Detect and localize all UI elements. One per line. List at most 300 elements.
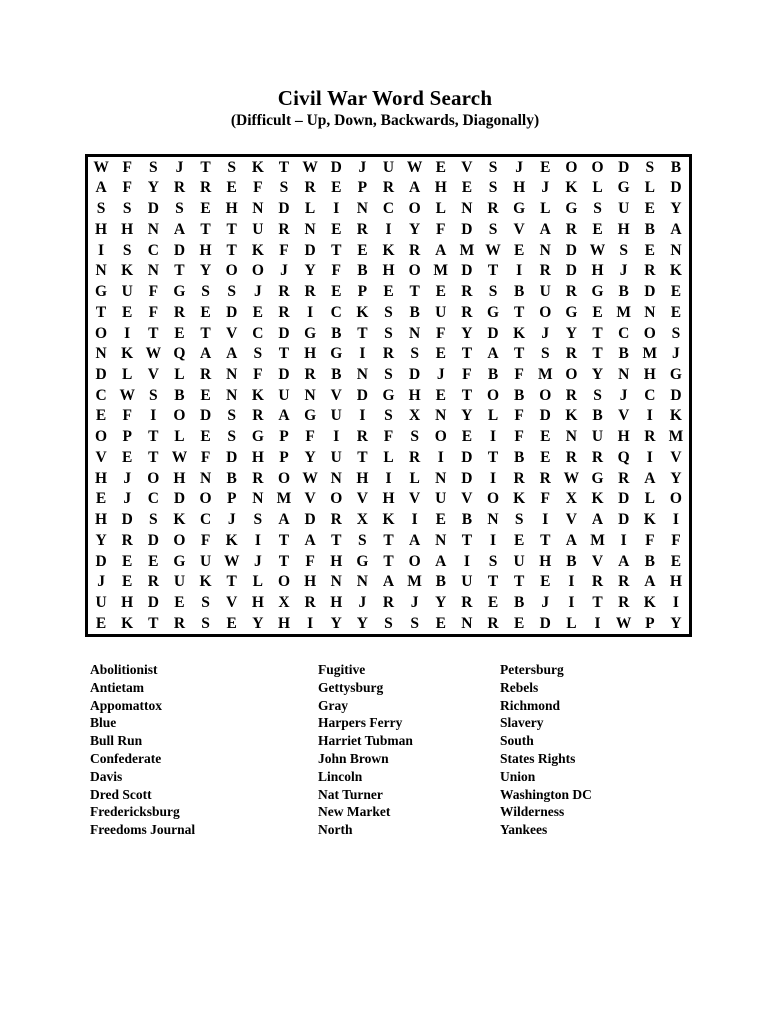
grid-letter: E	[357, 241, 368, 259]
grid-letter: T	[592, 594, 603, 612]
grid-letter: D	[618, 490, 630, 508]
grid-letter: V	[565, 511, 577, 529]
word-list-item: Richmond	[500, 697, 561, 713]
grid-letter: A	[409, 179, 421, 197]
word-list-item: North	[318, 822, 353, 838]
grid-letter: D	[461, 469, 473, 487]
grid-letter: O	[434, 428, 447, 446]
grid-letter: H	[382, 262, 395, 280]
grid-letter: O	[539, 303, 552, 321]
grid-letter: X	[565, 490, 577, 508]
grid-letter: H	[330, 594, 343, 612]
grid-letter: G	[304, 324, 317, 342]
grid-letter: D	[278, 200, 290, 218]
grid-letter: K	[643, 511, 656, 529]
grid-letter: L	[122, 366, 133, 383]
grid-letter: R	[147, 573, 159, 591]
grid-letter: O	[591, 158, 604, 176]
grid-letter: N	[330, 573, 342, 591]
grid-letter: R	[618, 573, 630, 591]
grid-letter: K	[225, 531, 238, 549]
grid-letter: E	[513, 241, 525, 259]
grid-letter: S	[384, 614, 393, 632]
grid-letter: R	[591, 573, 604, 591]
grid-letter: N	[226, 366, 238, 383]
grid-letter: H	[95, 511, 108, 529]
grid-letter: D	[278, 366, 290, 383]
grid-letter: H	[121, 594, 134, 612]
grid-letter: D	[409, 366, 421, 383]
grid-letter: C	[618, 324, 630, 342]
grid-letter: W	[589, 241, 606, 259]
grid-letter: E	[122, 303, 133, 321]
grid-letter: Y	[304, 448, 316, 466]
grid-letter: T	[148, 448, 159, 466]
grid-letter: K	[356, 303, 369, 321]
grid-letter: S	[645, 158, 655, 176]
grid-letter: T	[487, 448, 499, 466]
grid-letter: H	[669, 573, 682, 591]
grid-letter: Q	[617, 448, 630, 466]
grid-letter: B	[226, 469, 237, 487]
word-list-item: Petersburg	[500, 662, 564, 677]
grid-letter: T	[226, 220, 237, 238]
grid-letter: D	[95, 366, 107, 383]
grid-letter: H	[643, 366, 656, 383]
grid-letter: E	[174, 594, 185, 612]
grid-letter: J	[358, 594, 367, 612]
grid-letter: B	[592, 407, 603, 425]
grid-letter: T	[226, 241, 237, 259]
grid-letter: F	[436, 220, 446, 238]
grid-letter: A	[278, 511, 290, 529]
grid-letter: B	[435, 573, 446, 591]
grid-letter: Y	[304, 262, 316, 280]
grid-letter: P	[357, 283, 368, 301]
grid-letter: F	[200, 531, 211, 549]
grid-letter: R	[487, 614, 499, 632]
grid-letter: E	[513, 614, 525, 632]
grid-letter: I	[385, 220, 392, 238]
grid-letter: D	[147, 531, 159, 549]
grid-letter: S	[384, 407, 393, 425]
grid-letter: I	[359, 407, 366, 425]
word-list-item: Union	[500, 768, 536, 784]
grid-letter: H	[382, 490, 395, 508]
grid-letter: N	[147, 262, 159, 280]
grid-letter: D	[670, 179, 682, 197]
grid-letter: S	[671, 324, 681, 342]
grid-letter: V	[618, 407, 630, 425]
grid-letter: Y	[409, 220, 421, 238]
grid-letter: O	[173, 407, 186, 425]
grid-letter: V	[226, 594, 238, 612]
grid-letter: T	[200, 158, 211, 176]
grid-letter: M	[537, 366, 553, 383]
grid-letter: N	[252, 490, 264, 508]
word-list-item: Nat Turner	[318, 786, 383, 802]
grid-letter: U	[539, 283, 551, 301]
word-list-item: Gray	[318, 697, 348, 713]
grid-letter: T	[200, 324, 211, 342]
grid-letter: P	[645, 614, 655, 632]
grid-letter: G	[382, 386, 395, 404]
grid-letter: U	[591, 428, 604, 446]
grid-letter: D	[199, 407, 212, 425]
grid-letter: S	[201, 614, 210, 632]
grid-letter: L	[566, 614, 577, 632]
grid-letter: D	[147, 594, 159, 612]
grid-letter: H	[173, 469, 186, 487]
grid-letter: Y	[565, 324, 577, 342]
grid-letter: I	[411, 511, 418, 529]
grid-letter: D	[644, 283, 656, 301]
grid-letter: H	[121, 220, 134, 238]
grid-letter: L	[644, 490, 655, 508]
grid-letter: O	[408, 262, 421, 280]
grid-letter: T	[513, 345, 525, 363]
grid-letter: B	[357, 262, 368, 280]
grid-letter: A	[644, 573, 656, 591]
grid-letter: G	[173, 552, 186, 570]
grid-letter: D	[173, 241, 186, 259]
grid-letter: A	[591, 511, 604, 529]
grid-letter: N	[304, 386, 316, 404]
grid-letter: A	[644, 469, 656, 487]
grid-letter: F	[436, 324, 446, 342]
grid-letter: R	[513, 469, 525, 487]
grid-letter: N	[356, 200, 368, 218]
grid-letter: R	[461, 594, 473, 612]
grid-letter: U	[382, 158, 395, 176]
word-list-item: Appomattox	[90, 697, 163, 713]
grid-letter: R	[591, 448, 604, 466]
grid-letter: E	[592, 303, 603, 321]
grid-letter: U	[173, 573, 186, 591]
grid-letter: E	[331, 283, 342, 301]
word-list-item: Antietam	[90, 679, 144, 695]
grid-letter: T	[513, 573, 525, 591]
grid-letter: D	[461, 220, 473, 238]
grid-letter: E	[200, 303, 211, 321]
grid-letter: I	[672, 594, 679, 612]
grid-letter: I	[594, 614, 601, 632]
grid-letter: D	[226, 448, 238, 466]
grid-letter: V	[147, 366, 159, 383]
grid-letter: L	[592, 179, 603, 197]
grid-letter: H	[434, 179, 447, 197]
grid-letter: R	[539, 262, 551, 280]
grid-letter: J	[123, 490, 132, 508]
grid-letter: R	[565, 448, 577, 466]
grid-letter: Y	[147, 179, 159, 197]
grid-letter: Y	[356, 614, 368, 632]
grid-letter: S	[175, 200, 184, 218]
grid-letter: N	[461, 200, 473, 218]
grid-letter: J	[619, 386, 628, 404]
grid-letter: S	[593, 386, 602, 404]
grid-letter: T	[148, 614, 159, 632]
grid-letter: S	[514, 511, 524, 529]
page-subtitle: (Difficult – Up, Down, Backwards, Diagonally)	[230, 112, 540, 129]
grid-letter: S	[201, 283, 210, 301]
grid-letter: E	[200, 200, 211, 218]
grid-letter: K	[669, 262, 682, 280]
grid-letter: E	[644, 200, 655, 218]
grid-letter: V	[226, 324, 238, 342]
grid-letter: S	[384, 303, 393, 321]
grid-letter: E	[226, 614, 237, 632]
grid-letter: T	[592, 324, 603, 342]
grid-letter: G	[565, 303, 578, 321]
grid-letter: D	[173, 490, 186, 508]
grid-letter: S	[227, 428, 237, 446]
grid-letter: W	[563, 469, 580, 487]
word-list-item: Dred Scott	[90, 786, 152, 802]
grid-letter: Y	[330, 614, 342, 632]
grid-letter: K	[199, 573, 212, 591]
grid-letter: N	[435, 407, 447, 425]
grid-letter: V	[461, 158, 473, 176]
grid-letter: G	[617, 179, 630, 197]
grid-letter: E	[95, 614, 107, 632]
grid-letter: W	[615, 614, 632, 632]
grid-letter: E	[670, 303, 682, 321]
grid-letter: K	[382, 241, 395, 259]
grid-letter: A	[539, 220, 551, 238]
grid-letter: S	[488, 220, 498, 238]
grid-letter: J	[123, 469, 132, 487]
grid-letter: D	[95, 552, 107, 570]
grid-letter: R	[409, 241, 421, 259]
grid-letter: S	[410, 345, 419, 363]
grid-letter: I	[463, 552, 470, 570]
grid-letter: M	[590, 531, 605, 549]
grid-letter: K	[565, 179, 578, 197]
grid-letter: U	[121, 283, 133, 301]
grid-letter: F	[279, 241, 289, 259]
grid-letter: I	[333, 200, 340, 218]
grid-letter: G	[591, 469, 604, 487]
grid-letter: R	[121, 531, 133, 549]
grid-letter: B	[174, 386, 185, 404]
grid-letter: I	[359, 345, 366, 363]
grid-letter: E	[174, 324, 185, 342]
grid-letter: V	[95, 448, 107, 466]
grid-letter: I	[568, 594, 575, 612]
grid-letter: G	[356, 552, 369, 570]
grid-letter: B	[487, 366, 499, 383]
grid-letter: E	[487, 594, 499, 612]
word-list-item: Rebels	[500, 679, 539, 695]
grid-letter: B	[513, 594, 525, 612]
grid-letter: G	[513, 200, 526, 218]
grid-letter: U	[252, 220, 264, 238]
grid-letter: O	[251, 262, 264, 280]
grid-letter: O	[486, 386, 500, 404]
grid-letter: S	[149, 511, 158, 529]
word-list-item: Freedoms Journal	[90, 822, 196, 838]
grid-letter: R	[278, 283, 290, 301]
grid-letter: G	[486, 303, 500, 321]
grid-letter: R	[618, 594, 630, 612]
grid-letter: I	[646, 448, 653, 466]
grid-letter: J	[619, 262, 628, 280]
grid-letter: M	[433, 262, 449, 280]
grid-letter: J	[358, 158, 367, 176]
grid-letter: G	[330, 345, 343, 363]
grid-letter: S	[619, 241, 628, 259]
grid-letter: I	[437, 448, 444, 466]
grid-letter: K	[643, 594, 656, 612]
grid-letter: C	[644, 386, 656, 404]
grid-letter: U	[435, 490, 447, 508]
grid-letter: O	[147, 469, 160, 487]
grid-letter: E	[644, 241, 655, 259]
grid-letter: Y	[199, 262, 212, 280]
grid-letter: J	[97, 573, 105, 591]
grid-letter: T	[278, 531, 290, 549]
grid-letter: H	[199, 241, 212, 259]
grid-letter: F	[540, 490, 550, 508]
grid-letter: D	[670, 386, 682, 404]
grid-letter: R	[199, 366, 212, 383]
grid-letter: L	[252, 573, 264, 591]
grid-letter: P	[122, 428, 132, 446]
grid-letter: R	[382, 179, 395, 197]
grid-letter: D	[147, 200, 159, 218]
grid-letter: Q	[173, 345, 186, 363]
grid-letter: D	[565, 241, 577, 259]
grid-letter: T	[95, 303, 107, 321]
grid-letter: W	[145, 345, 162, 363]
grid-letter: S	[227, 407, 237, 425]
grid-letter: N	[618, 366, 630, 383]
grid-letter: N	[435, 531, 447, 549]
grid-letter: G	[95, 283, 108, 301]
grid-letter: T	[461, 345, 473, 363]
grid-letter: S	[149, 386, 158, 404]
grid-letter: S	[540, 345, 550, 363]
grid-letter: D	[356, 386, 368, 404]
grid-letter: A	[95, 179, 107, 197]
grid-letter: B	[618, 345, 629, 363]
word-list-column-2	[318, 661, 413, 839]
grid-letter: E	[226, 179, 237, 197]
grid-letter: S	[593, 200, 602, 218]
grid-letter: U	[513, 552, 525, 570]
grid-letter: Y	[461, 324, 473, 342]
word-list-item: John Brown	[318, 750, 389, 766]
grid-letter: S	[358, 531, 367, 549]
grid-letter: K	[121, 262, 134, 280]
grid-letter: T	[409, 283, 420, 301]
grid-letter: E	[592, 220, 603, 238]
grid-letter: O	[277, 573, 290, 591]
grid-letter: T	[383, 531, 394, 549]
grid-letter: E	[148, 552, 159, 570]
grid-letter: A	[618, 552, 630, 570]
grid-letter: I	[124, 324, 131, 342]
grid-letter: D	[304, 241, 316, 259]
grid-letter: A	[226, 345, 238, 363]
grid-letter: T	[461, 531, 473, 549]
grid-letter: E	[670, 552, 682, 570]
grid-letter: P	[226, 490, 237, 508]
grid-letter: R	[461, 283, 473, 301]
grid-letter: F	[305, 428, 315, 446]
word-list-item: Harriet Tubman	[318, 733, 413, 749]
grid-letter: E	[122, 573, 133, 591]
grid-letter: J	[541, 594, 550, 612]
grid-letter: C	[95, 386, 107, 404]
word-list-item: Washington DC	[500, 786, 592, 802]
grid-letter: W	[302, 469, 318, 487]
grid-letter: R	[487, 200, 499, 218]
page-title: Civil War Word Search	[277, 86, 493, 110]
grid-letter: H	[513, 179, 526, 197]
grid-letter: K	[669, 407, 682, 425]
grid-letter: Y	[670, 469, 682, 487]
grid-letter: T	[278, 552, 290, 570]
grid-letter: W	[93, 158, 109, 176]
grid-letter: R	[565, 283, 577, 301]
grid-letter: E	[331, 179, 342, 197]
word-list-item: Harpers Ferry	[318, 715, 403, 731]
grid-letter: S	[201, 594, 210, 612]
grid-letter: T	[200, 220, 211, 238]
grid-letter: L	[409, 469, 420, 487]
grid-letter: H	[617, 428, 630, 446]
grid-letter: O	[565, 158, 578, 176]
grid-letter: C	[147, 241, 159, 259]
grid-letter: K	[251, 158, 264, 176]
grid-letter: E	[435, 283, 446, 301]
grid-letter: I	[150, 407, 157, 425]
grid-letter: T	[278, 345, 290, 363]
grid-letter: B	[566, 552, 577, 570]
grid-letter: N	[226, 386, 238, 404]
grid-letter: D	[461, 262, 473, 280]
word-list-item: Confederate	[90, 750, 162, 766]
grid-letter: E	[435, 158, 446, 176]
grid-letter: S	[227, 283, 237, 301]
grid-letter: K	[513, 324, 526, 342]
grid-letter: S	[122, 200, 132, 218]
grid-letter: F	[514, 428, 524, 446]
grid-letter: A	[670, 220, 682, 238]
grid-letter: S	[384, 366, 393, 383]
grid-letter: S	[253, 345, 263, 363]
grid-letter: T	[513, 303, 525, 321]
grid-letter: A	[409, 531, 421, 549]
grid-letter: I	[672, 511, 679, 529]
grid-letter: R	[173, 614, 186, 632]
grid-letter: D	[278, 324, 290, 342]
grid-letter: E	[540, 448, 551, 466]
grid-letter: B	[331, 366, 342, 383]
grid-letter: U	[330, 407, 342, 425]
grid-letter: O	[565, 366, 578, 383]
grid-letter: T	[461, 386, 473, 404]
grid-letter: E	[383, 283, 394, 301]
grid-letter: G	[173, 283, 186, 301]
grid-letter: L	[435, 200, 446, 218]
grid-letter: T	[487, 573, 499, 591]
grid-letter: R	[356, 428, 368, 446]
grid-letter: F	[331, 262, 341, 280]
grid-letter: B	[644, 220, 655, 238]
